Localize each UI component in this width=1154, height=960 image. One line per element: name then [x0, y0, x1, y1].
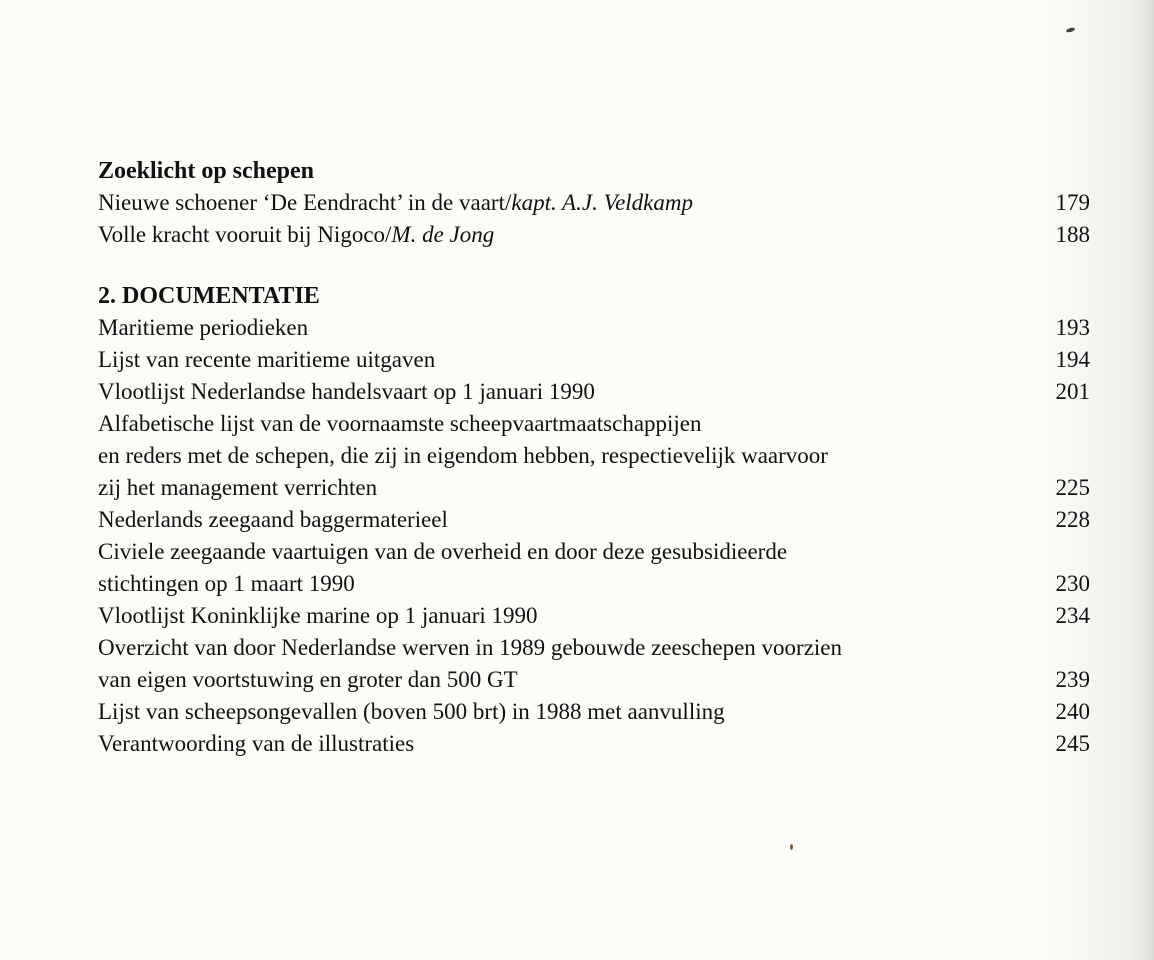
- entry-title-line: van eigen voortstuwing en groter dan 500 GT: [98, 667, 518, 692]
- entry-author: kapt. A.J. Veldkamp: [511, 190, 693, 215]
- entry-title-line: Civiele zeegaande vaartuigen van de overheid en door deze gesubsidieerde: [98, 539, 788, 564]
- section-heading: 2. DOCUMENTATIE: [98, 283, 320, 309]
- toc-entry: [98, 696, 1090, 728]
- toc-entry: [98, 219, 1090, 251]
- entry-page-number: 194: [1055, 347, 1090, 372]
- entry-title: [98, 344, 1040, 376]
- entry-title-line: stichtingen op 1 maart 1990: [98, 571, 355, 596]
- entry-page-number: 201: [1055, 379, 1090, 404]
- entry-title: [98, 312, 1040, 344]
- entry-title-line: en reders met de schepen, die zij in eigendom hebben, respectievelijk waarvoor: [98, 443, 828, 468]
- section-spacer: [98, 251, 1090, 280]
- entry-title: [98, 600, 1040, 632]
- entry-title-line: Nederlands zeegaand baggermaterieel: [98, 507, 448, 532]
- entry-title-text: Nieuwe schoener ‘De Eendracht’ in de vaart/: [98, 190, 512, 215]
- entry-title-line: Vlootlijst Koninklijke marine op 1 januari 1990: [98, 603, 538, 628]
- entry-title: [98, 632, 1040, 696]
- entry-title-line: Alfabetische lijst van de voornaamste scheepvaartmaatschappijen: [98, 411, 702, 436]
- table-of-contents: [98, 155, 1090, 760]
- entry-page-number: 188: [1055, 222, 1090, 247]
- toc-entry: [98, 312, 1090, 344]
- entry-page-number: 239: [1055, 667, 1090, 692]
- toc-entry: [98, 344, 1090, 376]
- entry-page-number: 179: [1055, 190, 1090, 215]
- section-heading: Zoeklicht op schepen: [98, 158, 315, 184]
- entry-title-line: zij het management verrichten: [98, 475, 378, 500]
- entry-title-line: Lijst van scheepsongevallen (boven 500 brt) in 1988 met aanvulling: [98, 699, 725, 724]
- entry-title: [98, 504, 1040, 536]
- entry-title: [98, 187, 1040, 219]
- entry-title-line: Lijst van recente maritieme uitgaven: [98, 347, 436, 372]
- entry-page-number: 245: [1055, 731, 1090, 756]
- toc-entry: [98, 376, 1090, 408]
- toc-entry: [98, 632, 1090, 696]
- entry-page-number: 230: [1055, 571, 1090, 596]
- ink-speck: [790, 844, 793, 850]
- toc-entry: [98, 504, 1090, 536]
- entry-page-number: 234: [1055, 603, 1090, 628]
- entry-author: M. de Jong: [391, 222, 495, 247]
- entry-title-line: Overzicht van door Nederlandse werven in 1989 gebouwde zeeschepen voorzien: [98, 635, 843, 660]
- toc-entry: [98, 536, 1090, 600]
- entry-title: [98, 536, 1040, 600]
- entry-page-number: 240: [1055, 699, 1090, 724]
- entry-title: [98, 376, 1040, 408]
- entry-page-number: 225: [1055, 475, 1090, 500]
- entry-title-line: Vlootlijst Nederlandse handelsvaart op 1 januari 1990: [98, 379, 595, 404]
- entry-title: [98, 408, 1040, 504]
- page-edge-shadow: [1140, 0, 1154, 960]
- entry-title-line: Maritieme periodieken: [98, 315, 309, 340]
- entry-title: [98, 219, 1040, 251]
- entry-page-number: 193: [1055, 315, 1090, 340]
- toc-entry: [98, 187, 1090, 219]
- toc-entry: [98, 728, 1090, 760]
- toc-entry: [98, 408, 1090, 504]
- entry-page-number: 228: [1055, 507, 1090, 532]
- entry-title-text: Volle kracht vooruit bij Nigoco/: [98, 222, 392, 247]
- entry-title: [98, 696, 1040, 728]
- entry-title-line: Verantwoording van de illustraties: [98, 731, 415, 756]
- entry-title: [98, 728, 1040, 760]
- toc-entry: [98, 600, 1090, 632]
